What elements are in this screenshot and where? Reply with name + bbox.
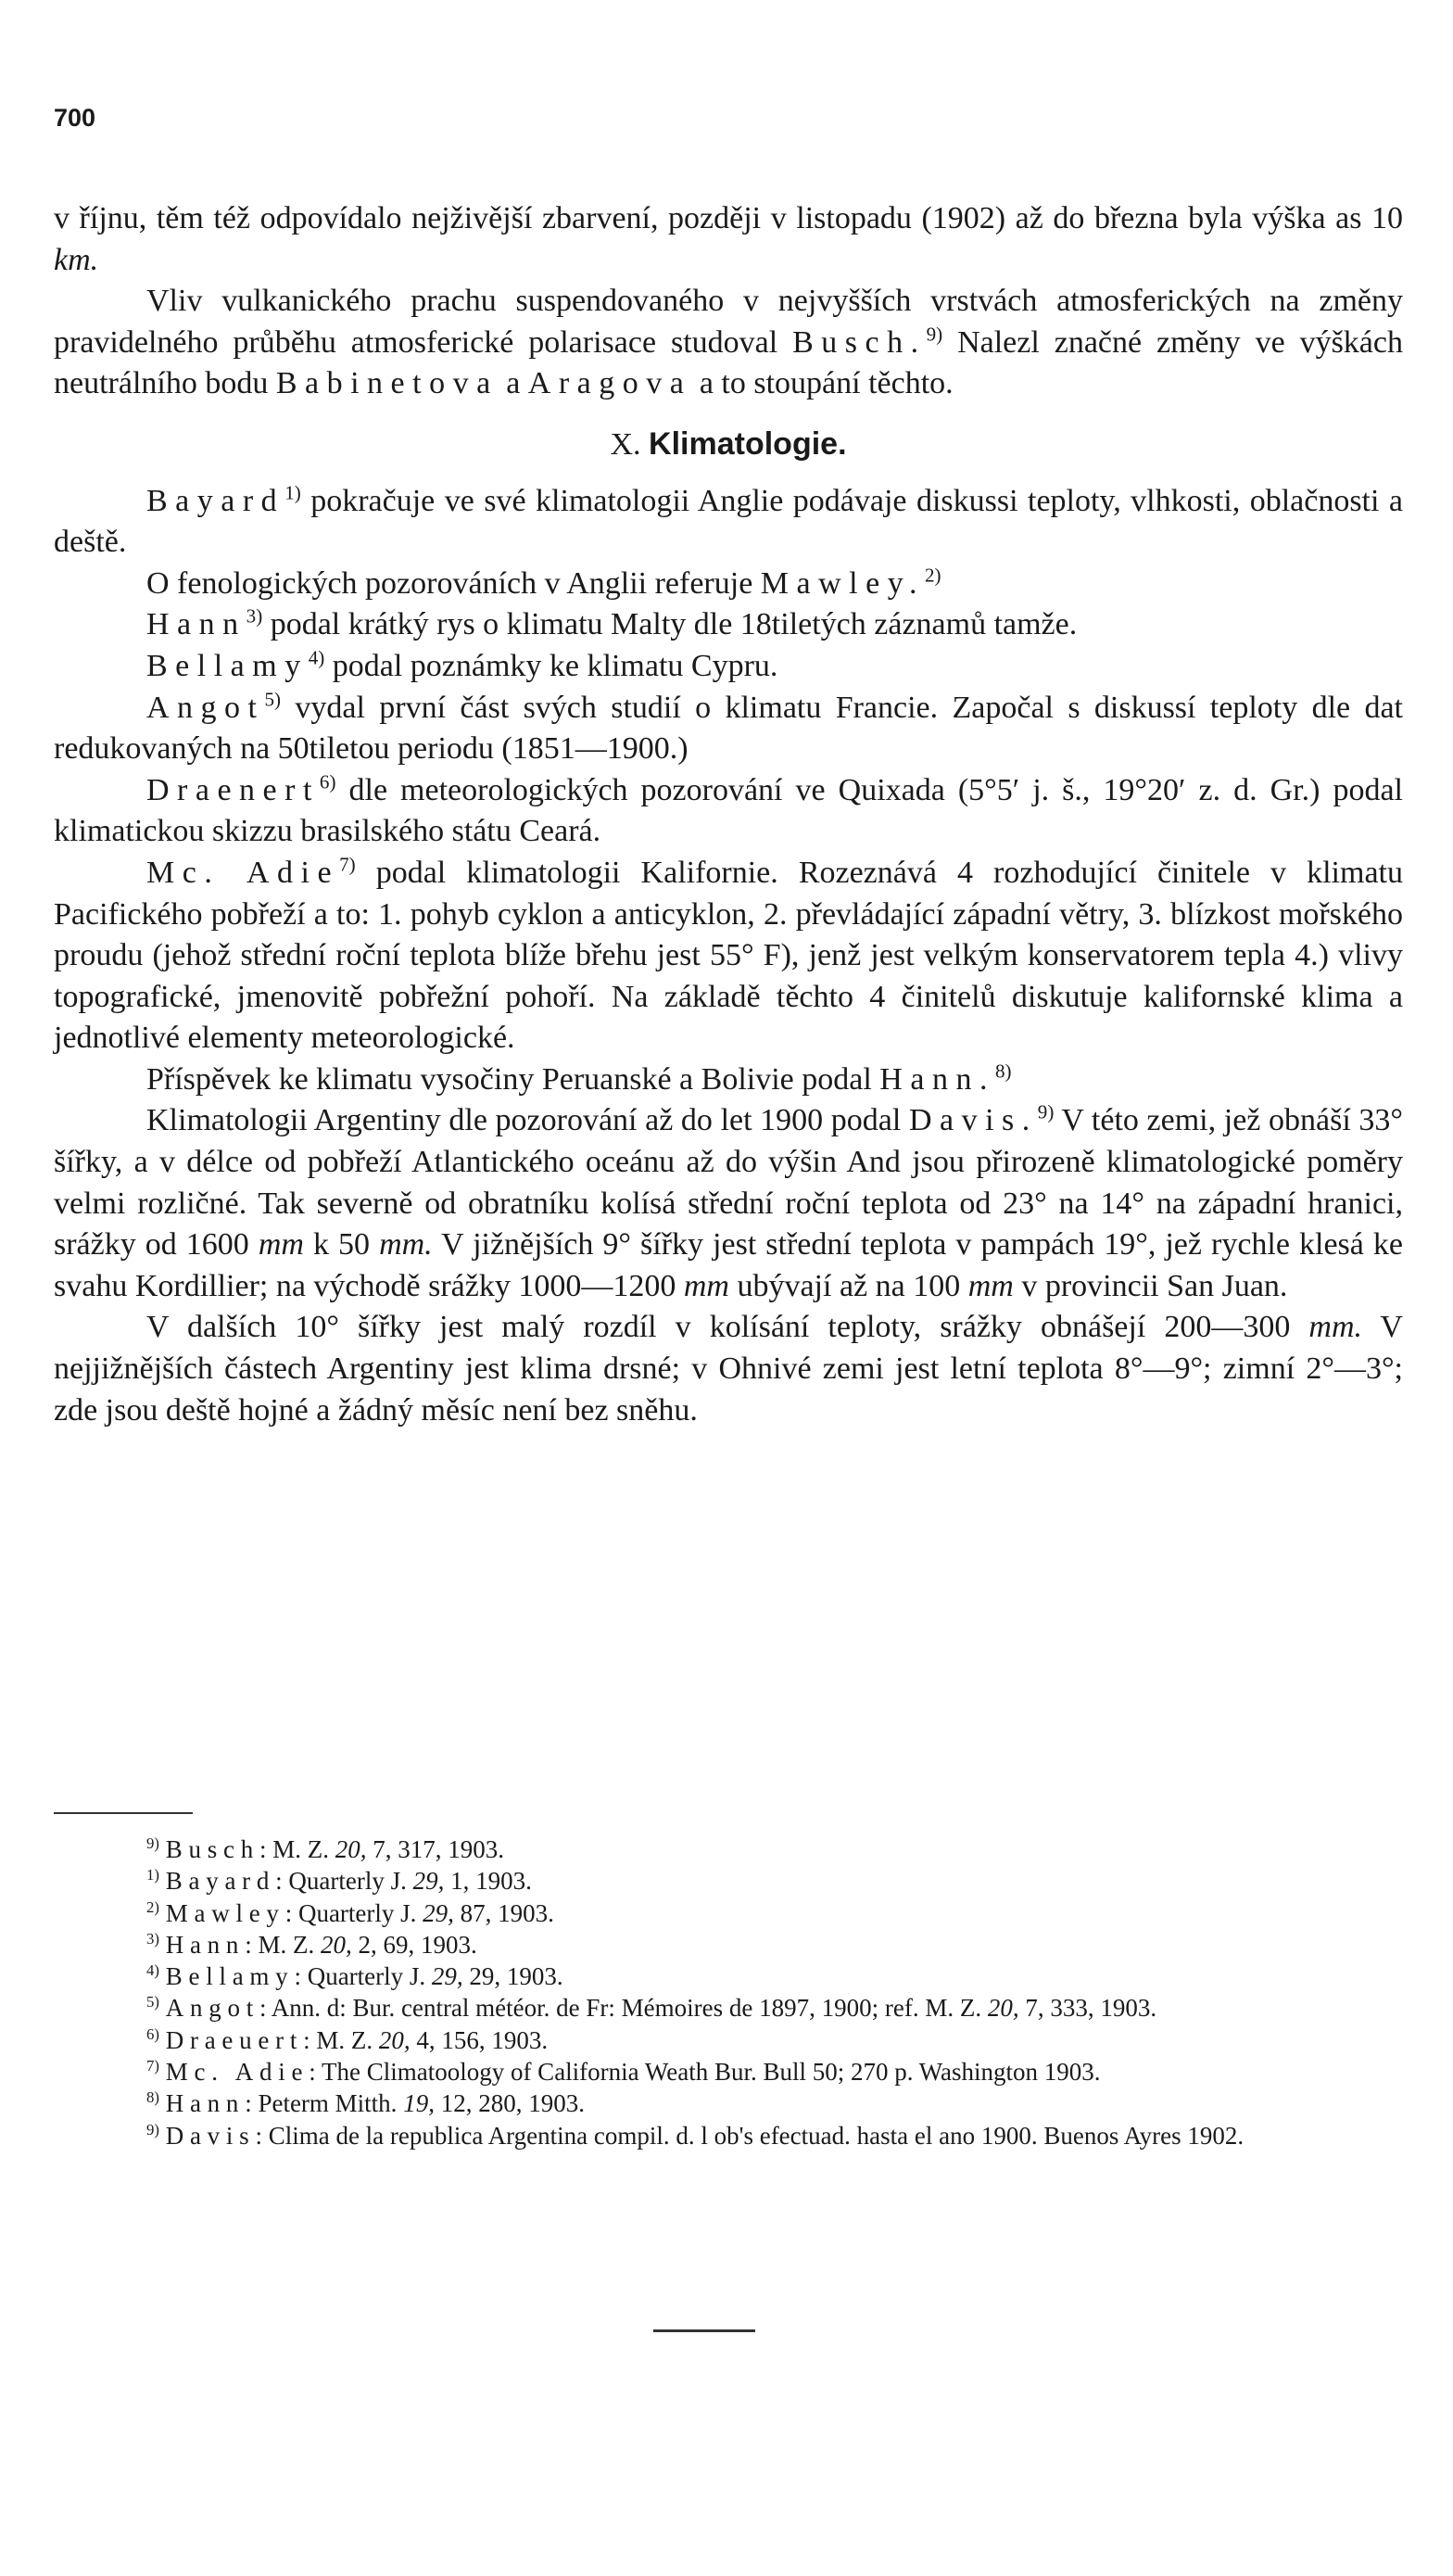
text-run: Nalezl značné změny ve výškách neutrálního bodu: [54, 324, 1403, 401]
footnote-mark: 6): [146, 2024, 159, 2043]
footnote-mark: 7): [146, 2057, 159, 2075]
text-run: 12, 280, 1903.: [434, 2089, 585, 2118]
paragraph-p10: [54, 1060, 1403, 1101]
footnote: [54, 2120, 1403, 2151]
footnote: [54, 1929, 1403, 1961]
footnote: [54, 1992, 1403, 2024]
text-run: 29, 1903.: [462, 1962, 563, 1991]
text-run: O fenologických pozorováních v Anglii referuje: [146, 565, 761, 601]
text-run: dle meteorologických pozorování ve Quixada (5°5′ j. š., 19°20′ z. d. Gr.) podal klimatickou skizzu brasilského státu Ceará.: [54, 772, 1403, 849]
footnote: [54, 2056, 1403, 2087]
footnote-mark: 2): [146, 1897, 159, 1916]
text-run: : Peterm Mitth.: [245, 2089, 404, 2118]
text-run: V dalších 10° šířky jest malý rozdíl v kolísání teploty, srážky obnášejí 200—300: [146, 1310, 1309, 1345]
text-run: : Quarterly J.: [275, 1867, 413, 1896]
text-run: 1, 1903.: [444, 1867, 532, 1896]
footnote-ref: 5): [264, 688, 282, 711]
end-rule: [653, 2329, 755, 2332]
page-number: 700: [54, 104, 96, 132]
text-run: : Quarterly J.: [284, 1898, 423, 1927]
italic-text: 20,: [335, 1835, 367, 1863]
text-run: a to stoupání těchto.: [691, 366, 954, 401]
footnote-ref: 8): [994, 1060, 1012, 1083]
text-run: v říjnu, těm též odpovídalo nejživější zbarvení, později v listopadu (1902) až do března byla výška as 10: [54, 201, 1403, 235]
spaced-name: Hann.: [879, 1061, 995, 1097]
spaced-name: Babinetova: [275, 366, 499, 401]
footnote: [54, 2024, 1403, 2056]
italic-text: 20,: [987, 1994, 1019, 2023]
footnote-mark: 8): [146, 2088, 159, 2107]
spaced-name: Davis.: [908, 1103, 1038, 1138]
text-run: Klimatologii Argentiny dle pozorování až do let 1900 podal: [146, 1103, 909, 1138]
footnote-separator: [54, 1812, 193, 1814]
footnote: [54, 1865, 1403, 1897]
spaced-name: Bellamy: [165, 1962, 295, 1991]
paragraph-p12: [54, 1307, 1403, 1431]
footnote: [54, 1834, 1403, 1865]
text-run: : M. Z.: [259, 1835, 335, 1863]
footnote: [54, 1961, 1403, 1992]
spaced-name: Mawley.: [760, 565, 926, 601]
spaced-name: Aragova: [527, 366, 692, 401]
text-run: 7, 317, 1903.: [366, 1835, 504, 1863]
footnote-ref: 9): [926, 323, 943, 346]
footnote-ref: 9): [1037, 1101, 1055, 1124]
section-intro: [54, 198, 1403, 405]
italic-text: mm: [683, 1268, 729, 1303]
footnote-mark: 3): [146, 1929, 159, 1948]
text-run: : The Climatoology of California Weath Bur. Bull 50; 270 p. Washington 1903.: [309, 2058, 1101, 2087]
spaced-name: Draeuert: [165, 2025, 304, 2054]
text-run: 7, 333, 1903.: [1018, 1994, 1157, 2023]
text-run: V nejjižnějších částech Argentiny jest klima drsné; v Ohnivé zemi jest letní teplota 8°—9°; zimní 2°—3°; zde jsou deště hojné a žádný měsíc není bez sněhu.: [54, 1310, 1403, 1428]
spaced-name: Hann: [165, 1930, 246, 1959]
footnote-mark: 1): [146, 1866, 159, 1884]
main-text: [54, 198, 1403, 1431]
italic-text: mm.: [379, 1227, 433, 1263]
paragraph-p9: [54, 853, 1403, 1060]
italic-text: 20,: [378, 2025, 411, 2054]
paragraph-p5: [54, 604, 1403, 646]
text-run: vydal první část svých studií o klimatu Francie. Započal s diskussí teploty dle dat redukovaných na 50tiletou periodu (1851—1900.): [54, 690, 1403, 767]
spaced-name: Angot: [146, 690, 265, 725]
text-run: k 50: [303, 1227, 380, 1263]
text-run: podal poznámky ke klimatu Cypru.: [324, 648, 778, 683]
text-run: 4, 156, 1903.: [410, 2025, 549, 2054]
section-heading: [54, 424, 1403, 466]
spaced-name: Angot: [165, 1994, 259, 2023]
paragraph-p4: [54, 564, 1403, 605]
italic-text: mm.: [1308, 1310, 1362, 1345]
text-run: pokračuje ve své klimatologii Anglie podávaje diskussi teploty, vlhkosti, oblačnosti a deště.: [54, 483, 1403, 560]
italic-text: km.: [54, 242, 99, 277]
spaced-name: Bellamy: [146, 648, 309, 683]
footnote-mark: 9): [146, 1834, 159, 1852]
footnote: [54, 1897, 1403, 1929]
spaced-name: Hann: [146, 607, 246, 642]
spaced-name: Mc. Adie: [165, 2058, 310, 2087]
spaced-name: Busch.: [792, 324, 927, 360]
italic-text: mm: [258, 1227, 304, 1263]
section-klimatologie: [54, 481, 1403, 1432]
footnote-mark: 4): [146, 1961, 159, 1980]
italic-text: 19,: [403, 2089, 435, 2118]
text-run: 87, 1903.: [453, 1898, 554, 1927]
italic-text: mm: [967, 1268, 1014, 1303]
paragraph-p3: [54, 481, 1403, 564]
text-run: V této zemi, jež obnáší 33° šířky, a v délce od pobřeží Atlantického oceánu až do výšin And jsou přirozeně klimatologické poměry velmi rozličné. Tak severně od obratníku kolísá střední roční teplota od 23° na 14° na západní hranici, srážky od 1600: [54, 1103, 1403, 1263]
footnote: [54, 2087, 1403, 2119]
paragraph-p8: [54, 770, 1403, 853]
text-run: podal klimatologii Kalifornie. Rozeznává 4 rozhodující činitele v klimatu Pacifického pobřeží a to: 1. pohyb cyklon a anticyklon, 2. převládající západní větry, 3. blízkost mořského proudu (jehož střední roční teplota blíže břehu jest 55° F), jenž jest velkým konservatorem tepla 4.) vlivy topografické, jmenovitě pobřežní pohoří. Na základě těchto 4 činitelů diskutuje kalifornské klima a jednotlivé elementy meteorologické.: [54, 855, 1403, 1056]
heading-title: Klimatologie.: [649, 425, 847, 462]
italic-text: 20,: [320, 1930, 352, 1959]
footnote-ref: 1): [284, 481, 301, 504]
text-run: : M. Z.: [245, 1930, 321, 1959]
footnotes: [54, 1834, 1403, 2151]
footnote-ref: 2): [925, 564, 941, 587]
text-run: 2, 69, 1903.: [351, 1930, 477, 1959]
spaced-name: Davis: [165, 2121, 256, 2150]
text-run: Vliv vulkanického prachu suspendovaného v nejvyšších vrstvách atmosferických na změny pravidelného průběhu atmosferické polarisace studoval: [54, 284, 1403, 360]
italic-text: 29,: [423, 1898, 454, 1927]
footnote-ref: 3): [246, 605, 263, 628]
paragraph-p1: [54, 198, 1403, 281]
paragraph-p7: [54, 688, 1403, 770]
footnote-mark: 9): [146, 2120, 159, 2138]
text-run: v provincii San Juan.: [1013, 1268, 1288, 1303]
text-run: : M. Z.: [303, 2025, 379, 2054]
spaced-name: Busch: [165, 1835, 259, 1863]
spaced-name: Draenert: [146, 772, 320, 807]
paragraph-p2: [54, 281, 1403, 405]
spaced-name: Mc. Adie: [146, 855, 340, 890]
paragraph-p6: [54, 646, 1403, 688]
text-run: a: [498, 366, 528, 401]
italic-text: 29,: [431, 1962, 463, 1991]
footnote-ref: 7): [339, 853, 356, 876]
spaced-name: Mawley: [165, 1898, 285, 1927]
text-run: : Ann. d: Bur. central météor. de Fr: Mémoires de 1897, 1900; ref. M. Z.: [259, 1994, 988, 2023]
text-run: : Quarterly J.: [294, 1962, 432, 1991]
heading-number: X.: [610, 426, 641, 462]
paragraph-p11: [54, 1100, 1403, 1307]
text-run: Příspěvek ke klimatu vysočiny Peruanské a Bolivie podal: [146, 1061, 880, 1097]
spaced-name: Bayard: [146, 483, 285, 518]
italic-text: 29,: [412, 1867, 445, 1896]
footnote-ref: 6): [319, 770, 336, 793]
footnote-ref: 4): [308, 646, 325, 669]
text-run: : Clima de la republica Argentina compil. d. l ob's efectuad. hasta el ano 1900. Buenos Ayres 1902.: [255, 2121, 1245, 2150]
spaced-name: Hann: [165, 2089, 246, 2118]
footnote-mark: 5): [146, 1993, 159, 2011]
text-run: podal krátký rys o klimatu Malty dle 18tiletých záznamů tamže.: [262, 607, 1078, 642]
spaced-name: Bayard: [165, 1867, 276, 1896]
text-run: V jižnějších 9° šířky jest střední teplota v pampách 19°, jež rychle klesá ke svahu Kordillier; na východě srážky 1000—1200: [54, 1227, 1403, 1303]
text-run: ubývají až na 100: [728, 1268, 968, 1303]
